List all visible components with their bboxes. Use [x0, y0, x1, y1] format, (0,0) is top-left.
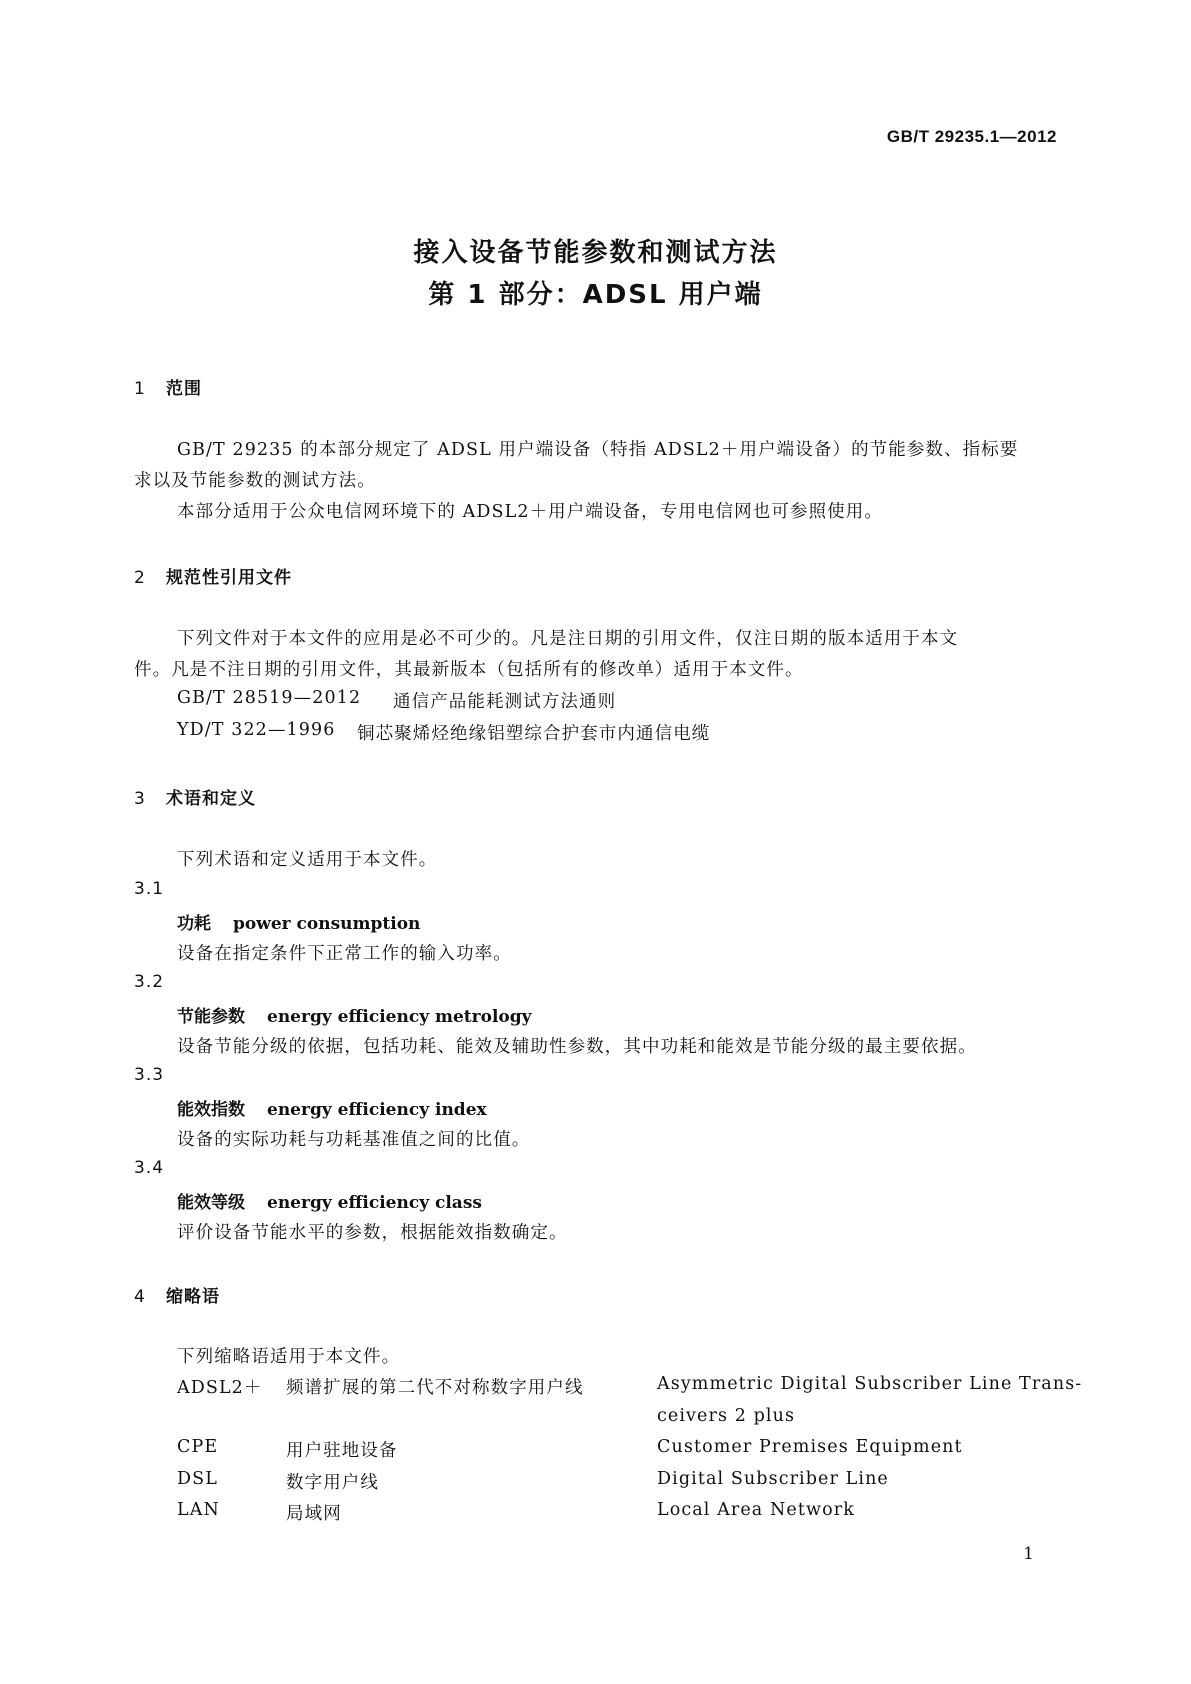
section-4-heading	[134, 1282, 220, 1307]
reference-code: YD/T 322—1996	[177, 720, 336, 740]
abbreviation-chinese: 用户驻地设备	[286, 1441, 398, 1461]
section-number: 4	[134, 1287, 146, 1307]
term-name	[177, 1095, 487, 1120]
paragraph: 下列缩略语适用于本文件。	[177, 1347, 401, 1367]
term-name	[177, 1188, 482, 1213]
paragraph: 本部分适用于公众电信网环境下的 ADSL2＋用户端设备，专用电信网也可参照使用。	[177, 502, 883, 522]
abbreviation: ADSL2＋	[177, 1378, 263, 1398]
term-number: 3.3	[134, 1065, 165, 1085]
abbreviation-english: Digital Subscriber Line	[657, 1469, 889, 1489]
term-definition: 评价设备节能水平的参数，根据能效指数确定。	[177, 1223, 568, 1243]
section-number: 2	[134, 568, 146, 588]
term-en: power consumption	[233, 914, 421, 934]
document-subtitle: 第 1 部分：ADSL 用户端	[428, 280, 763, 310]
term-zh: 能效等级	[177, 1193, 245, 1213]
section-title: 术语和定义	[166, 789, 256, 809]
standard-code: GB/T 29235.1—2012	[886, 127, 1057, 146]
paragraph-continuation: 件。凡是不注日期的引用文件，其最新版本（包括所有的修改单）适用于本文件。	[134, 660, 804, 680]
section-title: 缩略语	[166, 1287, 220, 1307]
reference-title: 通信产品能耗测试方法通则	[393, 692, 617, 712]
term-en: energy efficiency class	[267, 1193, 482, 1213]
abbreviation-chinese: 局域网	[286, 1504, 342, 1524]
paragraph: 下列术语和定义适用于本文件。	[177, 850, 438, 870]
abbreviation-chinese: 数字用户线	[286, 1473, 379, 1493]
section-title: 范围	[166, 379, 202, 399]
term-definition: 设备的实际功耗与功耗基准值之间的比值。	[177, 1130, 531, 1150]
term-name	[177, 1002, 532, 1027]
paragraph-continuation: 求以及节能参数的测试方法。	[134, 471, 376, 491]
term-name	[177, 909, 420, 934]
paragraph: GB/T 29235 的本部分规定了 ADSL 用户端设备（特指 ADSL2＋用户端设备）的节能参数、指标要	[177, 440, 1019, 460]
abbreviation: DSL	[177, 1469, 218, 1489]
term-number: 3.4	[134, 1158, 165, 1178]
term-number: 3.2	[134, 972, 165, 992]
section-title: 规范性引用文件	[166, 568, 292, 588]
term-number: 3.1	[134, 879, 165, 899]
term-definition: 设备在指定条件下正常工作的输入功率。	[177, 944, 512, 964]
term-zh: 功耗	[177, 914, 211, 934]
section-2-heading	[134, 563, 292, 588]
abbreviation-english-continuation: ceivers 2 plus	[657, 1406, 796, 1426]
section-number: 1	[134, 379, 146, 399]
reference-title: 铜芯聚烯烃绝缘铝塑综合护套市内通信电缆	[357, 724, 711, 744]
section-number: 3	[134, 789, 146, 809]
abbreviation-chinese: 频谱扩展的第二代不对称数字用户线	[286, 1378, 584, 1398]
page-number: 1	[1023, 1544, 1034, 1564]
term-definition: 设备节能分级的依据，包括功耗、能效及辅助性参数，其中功耗和能效是节能分级的最主要依据。	[177, 1037, 977, 1057]
section-1-heading	[134, 374, 202, 399]
document-title: 接入设备节能参数和测试方法	[413, 238, 778, 268]
paragraph: 下列文件对于本文件的应用是必不可少的。凡是注日期的引用文件，仅注日期的版本适用于本文	[177, 629, 959, 649]
abbreviation-english: Asymmetric Digital Subscriber Line Trans-	[657, 1374, 1083, 1394]
term-en: energy efficiency index	[267, 1100, 487, 1120]
term-zh: 能效指数	[177, 1100, 245, 1120]
reference-code: GB/T 28519—2012	[177, 688, 362, 708]
term-en: energy efficiency metrology	[267, 1007, 532, 1027]
abbreviation: LAN	[177, 1500, 220, 1520]
abbreviation: CPE	[177, 1437, 219, 1457]
term-zh: 节能参数	[177, 1007, 245, 1027]
abbreviation-english: Customer Premises Equipment	[657, 1437, 963, 1457]
section-3-heading	[134, 784, 256, 809]
abbreviation-english: Local Area Network	[657, 1500, 855, 1520]
